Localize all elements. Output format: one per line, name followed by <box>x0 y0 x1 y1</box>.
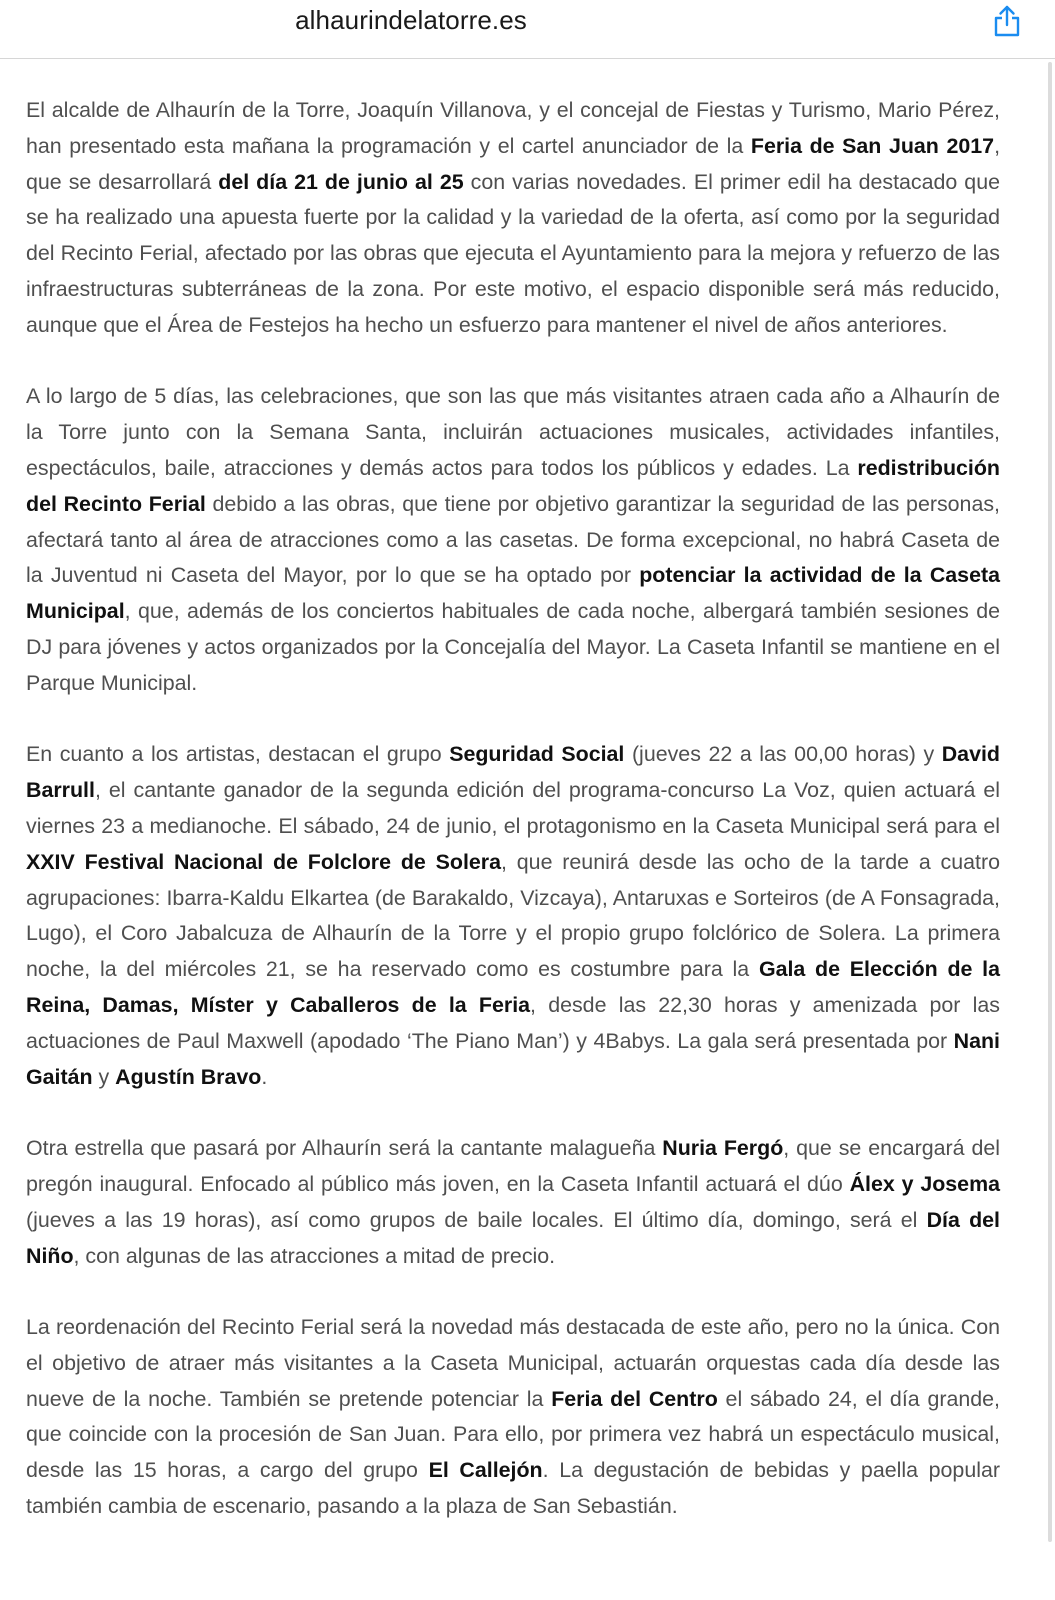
bold-text: David Barrull <box>26 742 1000 803</box>
site-domain[interactable]: alhaurindelatorre.es <box>295 5 527 35</box>
article-paragraph <box>26 1310 1000 1525</box>
paragraph-text: (jueves 22 a las 00,00 horas) y <box>624 742 942 767</box>
article-paragraph <box>26 737 1000 1095</box>
bold-text: del día 21 de junio al 25 <box>218 169 464 194</box>
bold-text: Nuria Fergó <box>662 1136 784 1161</box>
paragraph-text: , con algunas de las atracciones a mitad de precio. <box>73 1243 556 1268</box>
bold-text: Feria de San Juan 2017 <box>750 133 995 158</box>
bold-text: Día del Niño <box>26 1207 1000 1268</box>
paragraph-text: . La degustación de bebidas y paella popular también cambia de escenario, pasando a la plaza de San Sebastián. <box>26 1458 1000 1519</box>
bold-text: Nani Gaitán <box>26 1028 1000 1089</box>
bold-text: potenciar la actividad de la Caseta Municipal <box>26 563 1000 624</box>
paragraph-text: , que se desarrollará <box>26 133 1001 194</box>
bold-text: Agustín Bravo <box>115 1064 262 1089</box>
paragraph-text: , el cantante ganador de la segunda edición del programa-concurso La Voz, quien actuará el viernes 23 a medianoche. El sábado, 24 de junio, el protagonismo en la Caseta Municipal será para el <box>26 778 1000 838</box>
bold-text: Gala de Elección de la Reina, Damas, Míster y Caballeros de la Feria <box>26 957 1001 1017</box>
article-body <box>26 93 1000 1561</box>
bold-text: Álex y Josema <box>849 1171 1000 1196</box>
paragraph-text: El alcalde de Alhaurín de la Torre, Joaquín Villanova, y el concejal de Fiestas y Turismo, Mario Pérez, han presentado esta mañana la programación y el cartel anunciador de la <box>26 98 1000 158</box>
bold-text: XXIV Festival Nacional de Folclore de Solera <box>26 849 502 874</box>
paragraph-text: , que, además de los conciertos habituales de cada noche, albergará también sesiones de DJ para jóvenes y actos organizados por la Concejalía del Mayor. La Caseta Infantil se mantiene en el Parque Municipal. <box>26 599 1000 695</box>
paragraph-text: (jueves a las 19 horas), así como grupos de baile locales. El último día, domingo, será el <box>26 1207 927 1232</box>
paragraph-text: el sábado 24, el día grande, que coincide con la procesión de San Juan. Para ello, por primera vez habrá un espectáculo musical, desde las 15 horas, a cargo del grupo <box>26 1386 1001 1483</box>
article-paragraph <box>26 1131 1000 1274</box>
bold-text: redistribución del Recinto Ferial <box>26 455 1000 516</box>
paragraph-text: La reordenación del Recinto Ferial será la novedad más destacada de este año, pero no la única. Con el objetivo de atraer más visitantes a la Caseta Municipal, actuarán orquestas cada día desde las nueve de la noche. También se pretende potenciar la <box>26 1315 1000 1411</box>
share-icon[interactable] <box>990 4 1024 38</box>
paragraph-text: debido a las obras, que tiene por objetivo garantizar la seguridad de las personas, afectará tanto al área de atracciones como a las casetas. De forma excepcional, no habrá Caseta de la Juventud ni Caseta del Mayor, por lo que se ha optado por <box>26 491 1000 588</box>
paragraph-text: , que reunirá desde las ocho de la tarde a cuatro agrupaciones: Ibarra-Kaldu Elkartea (de Barakaldo, Vizcaya), Antaruxas e Sorteiros (de A Fonsagrada, Lugo), el Coro Jabalcuza de Alhaurín de la Torre y el propio grupo folclórico de Solera. La primera noche, la del miércoles 21, se ha reservado como es costumbre para la <box>26 849 1000 982</box>
paragraph-text: A lo largo de 5 días, las celebraciones, que son las que más visitantes atraen cada año a Alhaurín de la Torre junto con la Semana Santa, incluirán actuaciones musicales, actividades infantiles, espectáculos, baile, atracciones y demás actos para todos los públicos y edades. La <box>26 384 1000 480</box>
scrollbar[interactable] <box>1048 62 1052 1542</box>
paragraph-text: , que se encargará del pregón inaugural. Enfocado al público más joven, en la Caseta Infantil actuará el dúo <box>26 1136 1000 1196</box>
paragraph-text: En cuanto a los artistas, destacan el grupo <box>26 742 450 767</box>
article-paragraph <box>26 379 1000 701</box>
bold-text: Seguridad Social <box>449 742 625 767</box>
article-paragraph <box>26 93 1000 344</box>
paragraph-text: . <box>261 1064 268 1089</box>
paragraph-text: con varias novedades. El primer edil ha destacado que se ha realizado una apuesta fuerte por la calidad y la variedad de la oferta, así como por la seguridad del Recinto Ferial, afectado por las obras que ejecuta el Ayuntamiento para la mejora y refuerzo de las infraestructuras subterráneas de la zona. Por este motivo, el espacio disponible será más reducido, aunque que el Área de Festejos ha hecho un esfuerzo para mantener el nivel de años anteriores. <box>26 169 1000 337</box>
paragraph-text: y <box>92 1064 116 1089</box>
browser-header <box>0 0 1055 59</box>
bold-text: Feria del Centro <box>551 1386 718 1411</box>
bold-text: El Callejón <box>428 1458 543 1483</box>
paragraph-text: Otra estrella que pasará por Alhaurín será la cantante malagueña <box>26 1136 663 1161</box>
paragraph-text: , desde las 22,30 horas y amenizada por las actuaciones de Paul Maxwell (apodado ‘The Piano Man’) y 4Babys. La gala será presentada por <box>26 992 1000 1053</box>
